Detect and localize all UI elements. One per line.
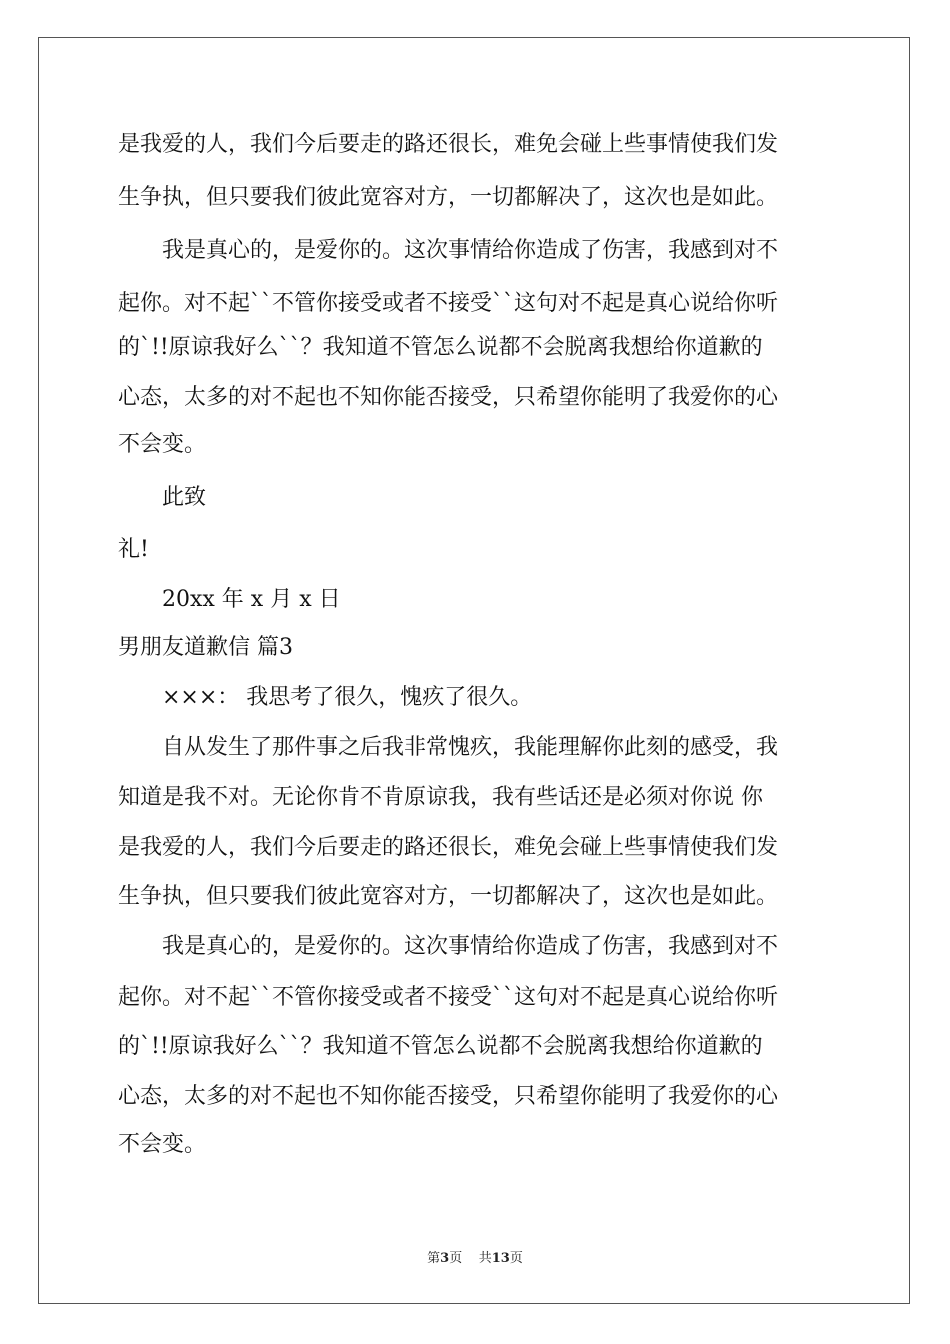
- text-line: 不会变。: [118, 1132, 207, 1157]
- salutation-closing: 此致: [162, 485, 207, 510]
- text-line: 是我爱的人，我们今后要走的路还很长，难免会碰上些事情使我们发: [118, 132, 779, 157]
- total-pages: 13: [491, 1251, 510, 1266]
- section-heading: 男朋友道歉信 篇3: [118, 635, 293, 660]
- salutation-respect: 礼!: [118, 537, 149, 562]
- text-line: 的`!!原谅我好么``？我知道不管怎么说都不会脱离我想给你道歉的: [118, 335, 763, 360]
- text-line: 自从发生了那件事之后我非常愧疚，我能理解你此刻的感受，我: [162, 735, 779, 760]
- text-line: 我是真心的，是爱你的。这次事情给你造成了伤害，我感到对不: [162, 238, 779, 263]
- text-line: 知道是我不对。无论你肯不肯原谅我，我有些话还是必须对你说 你: [118, 785, 763, 810]
- greeting-line: ×××： 我思考了很久，愧疚了很久。: [162, 685, 533, 710]
- text-line: 生争执，但只要我们彼此宽容对方，一切都解决了，这次也是如此。: [118, 884, 779, 909]
- text-line: 起你。对不起``不管你接受或者不接受``这句对不起是真心说给你听: [118, 985, 779, 1010]
- text-line: 起你。对不起``不管你接受或者不接受``这句对不起是真心说给你听: [118, 291, 779, 316]
- page-suffix: 页: [449, 1251, 463, 1266]
- total-suffix: 页: [509, 1251, 523, 1266]
- page-footer: [0, 1247, 950, 1266]
- text-line: 心态，太多的对不起也不知你能否接受，只希望你能明了我爱你的心: [118, 1084, 779, 1109]
- text-line: 是我爱的人，我们今后要走的路还很长，难免会碰上些事情使我们发: [118, 835, 779, 860]
- page-prefix: 第: [427, 1251, 441, 1266]
- date-line: 20xx 年 x 月 x 日: [162, 587, 341, 612]
- text-line: 心态，太多的对不起也不知你能否接受，只希望你能明了我爱你的心: [118, 385, 779, 410]
- text-line: 我是真心的，是爱你的。这次事情给你造成了伤害，我感到对不: [162, 934, 779, 959]
- text-line: 生争执，但只要我们彼此宽容对方，一切都解决了，这次也是如此。: [118, 185, 779, 210]
- text-line: 的`!!原谅我好么``？我知道不管怎么说都不会脱离我想给你道歉的: [118, 1034, 763, 1059]
- page-border: [38, 37, 910, 1304]
- total-prefix: 共: [478, 1251, 492, 1266]
- text-line: 不会变。: [118, 432, 207, 457]
- page-number: 3: [440, 1251, 450, 1266]
